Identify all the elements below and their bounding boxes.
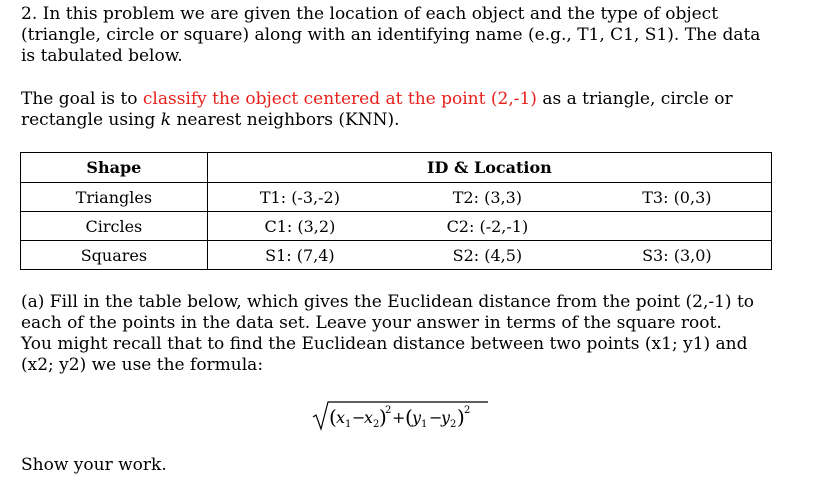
distance-formula (312, 398, 492, 432)
goal-k: k (160, 110, 172, 130)
formula-y1-sub: 1 (421, 419, 428, 430)
row-cell-2: S2: (4,5) (392, 241, 583, 270)
show-work: Show your work. (21, 455, 167, 475)
intro-line-2: (triangle, circle or square) along with an identifying name (e.g., T1, C1, S1). The data (21, 25, 761, 45)
row-cell-2: C2: (-2,-1) (392, 212, 583, 241)
formula-minus-1: − (352, 408, 366, 427)
goal-paragraph (21, 89, 733, 131)
row-cell-3: S3: (3,0) (583, 241, 772, 270)
formula-exp-2: 2 (464, 405, 471, 416)
part-a-line-4: (x2; y2) we use the formula: (21, 355, 264, 375)
paren-close-1: ) (379, 405, 387, 429)
row-cell-2: T2: (3,3) (392, 183, 583, 212)
row-shape: Squares (21, 241, 208, 270)
formula-exp-1: 2 (385, 405, 392, 416)
paren-open-2: ( (405, 405, 413, 429)
goal-line2-after: nearest neighbors (KNN). (171, 110, 400, 130)
formula-x1-sub: 1 (345, 419, 352, 430)
part-a-line-3: You might recall that to find the Euclidean distance between two points (x1; y1) and (21, 334, 748, 354)
formula-x2: x (364, 408, 374, 427)
part-a-line-2: each of the points in the data set. Leave your answer in terms of the square root. (21, 313, 722, 333)
problem-intro (21, 4, 760, 67)
row-cell-1: T1: (-3,-2) (207, 183, 392, 212)
formula-y2-sub: 2 (450, 419, 457, 430)
row-cell-3: T3: (0,3) (583, 183, 772, 212)
formula-plus: + (392, 408, 406, 427)
row-cell-1: S1: (7,4) (207, 241, 392, 270)
table-row (21, 212, 772, 241)
part-a-line-1: (a) Fill in the table below, which gives the Euclidean distance from the point (2,-1) to (21, 292, 755, 312)
row-shape: Circles (21, 212, 208, 241)
formula-minus-2: − (429, 408, 443, 427)
table-row (21, 241, 772, 270)
goal-line2-before: rectangle using (21, 110, 161, 130)
intro-line-3: is tabulated below. (21, 46, 183, 66)
intro-line-1: 2. In this problem we are given the location of each object and the type of object (21, 4, 719, 24)
goal-highlight: classify the object centered at the point (2,-1) (142, 89, 537, 109)
formula-y2: y (441, 408, 451, 427)
goal-text-after: as a triangle, circle or (536, 89, 733, 109)
row-cell-1: C1: (3,2) (207, 212, 392, 241)
header-shape: Shape (21, 153, 208, 183)
table-row (21, 183, 772, 212)
header-id-location: ID & Location (207, 153, 771, 183)
formula-svg (312, 398, 492, 432)
data-table (20, 152, 772, 270)
part-a-paragraph (21, 292, 754, 376)
paren-open-1: ( (329, 405, 337, 429)
table-header-row (21, 153, 772, 183)
formula-y1: y (412, 408, 422, 427)
row-shape: Triangles (21, 183, 208, 212)
row-cell-3 (583, 212, 772, 241)
goal-text-before: The goal is to (21, 89, 143, 109)
formula-x2-sub: 2 (373, 419, 380, 430)
goal-line-1 (21, 89, 733, 110)
paren-close-2: ) (457, 405, 465, 429)
formula-x1: x (336, 408, 346, 427)
goal-line-2 (21, 110, 733, 131)
